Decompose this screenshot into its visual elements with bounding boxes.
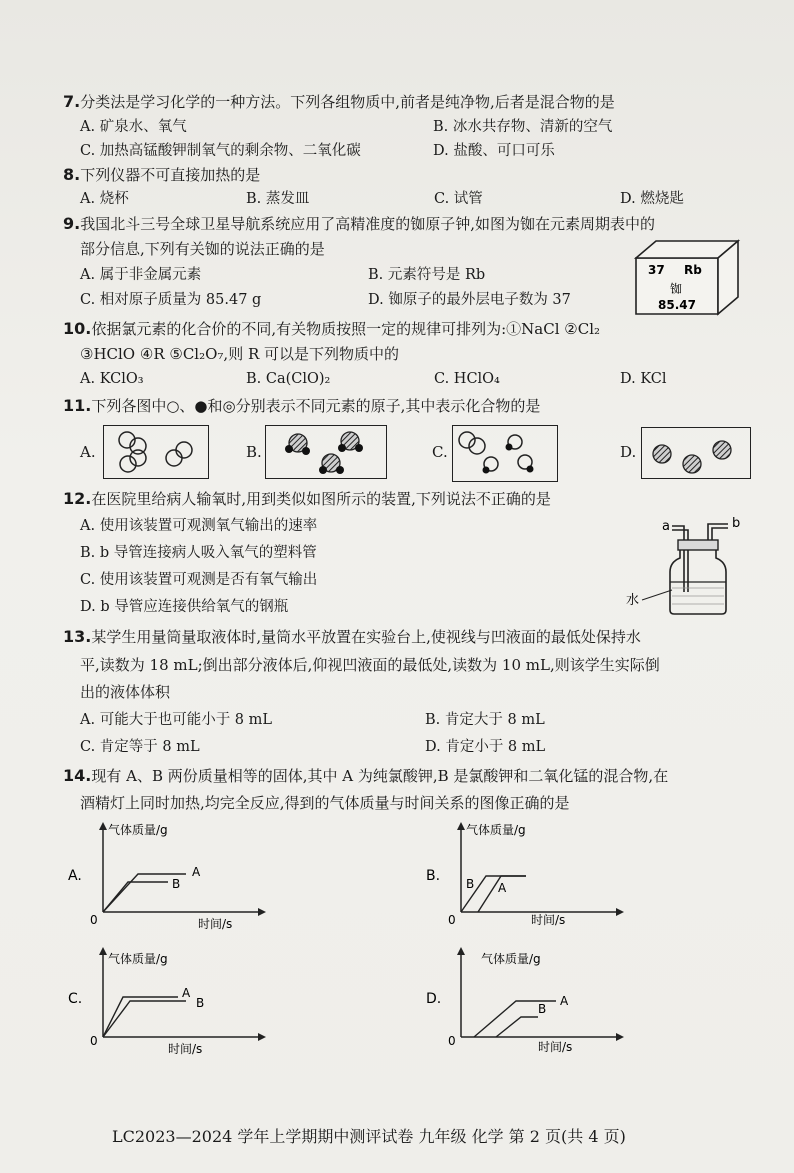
q11-box-d (641, 427, 751, 479)
q13-option-d: D. 肯定小于 8 mL (425, 739, 546, 755)
graph-a-series-b: B (172, 877, 181, 891)
q8-option-b: B. 蒸发皿 (246, 191, 310, 207)
question-9: 9.我国北斗三号全球卫星导航系统应用了高精准度的铷原子钟,如图为铷在元素周期表中的 (63, 214, 655, 233)
q9-option-b: B. 元素符号是 Rb (368, 267, 486, 283)
element-number: 37 (648, 263, 665, 277)
label-water: 水 (626, 593, 640, 608)
q13-option-c: C. 肯定等于 8 mL (80, 739, 200, 755)
question-14-stem-line1: 现有 A、B 两份质量相等的固体,其中 A 为纯氯酸钾,B 是氯酸钾和二氧化锰的混合物,在 (91, 767, 669, 785)
q12-option-a: A. 使用该装置可观测氧气输出的速率 (80, 518, 318, 534)
graph-b-ylabel: 气体质量/g (466, 823, 526, 837)
q11-label-a: A. (80, 443, 96, 461)
graph-c-option-label: C. (68, 991, 83, 1007)
graph-a-option-label: A. (68, 868, 82, 884)
graph-b-origin: 0 (448, 913, 456, 927)
q9-option-d: D. 铷原子的最外层电子数为 37 (368, 292, 571, 308)
question-12-stem: 在医院里给病人输氧时,用到类似如图所示的装置,下列说法不正确的是 (91, 490, 551, 508)
question-10: 10.依据氯元素的化合价的不同,有关物质按照一定的规律可排列为:①NaCl ②Cl₂ (63, 319, 601, 338)
graph-c-series-a: A (182, 986, 191, 1000)
q11-label-b: B. (246, 443, 262, 461)
graph-option-c (68, 945, 268, 1060)
q7-option-d: D. 盐酸、可口可乐 (433, 143, 555, 159)
graph-a-origin: 0 (90, 913, 98, 927)
q11-box-a (103, 425, 209, 479)
graph-option-b (426, 820, 626, 930)
question-7: 7.分类法是学习化学的一种方法。下列各组物质中,前者是纯净物,后者是混合物的是 (63, 92, 615, 111)
graph-d-series-b: B (538, 1002, 547, 1016)
graph-d-xlabel: 时间/s (538, 1040, 573, 1054)
question-14: 14.现有 A、B 两份质量相等的固体,其中 A 为纯氯酸钾,B 是氯酸钾和二氧化锰的混合物,在 (63, 766, 669, 785)
q12-option-b: B. b 导管连接病人吸入氧气的塑料管 (80, 545, 317, 561)
page-footer: LC2023—2024 学年上学期期中测评试卷 九年级 化学 第 2 页(共 4 页) (112, 1127, 626, 1146)
graph-a-xlabel: 时间/s (198, 917, 233, 930)
graph-c-ylabel: 气体质量/g (108, 952, 168, 966)
question-13-stem-line3: 出的液体体积 (80, 683, 171, 701)
question-11: 11.下列各图中○、●和◎分别表示不同元素的原子,其中表示化合物的是 (63, 396, 541, 415)
question-8: 8.下列仪器不可直接加热的是 (63, 165, 261, 184)
q10-option-c: C. HClO₄ (434, 371, 500, 387)
q11-label-d: D. (620, 443, 637, 461)
q12-option-c: C. 使用该装置可观测是否有氧气输出 (80, 572, 318, 588)
element-symbol: Rb (684, 263, 702, 277)
q8-option-c: C. 试管 (434, 191, 483, 207)
graph-c-xlabel: 时间/s (168, 1042, 203, 1056)
q10-option-b: B. Ca(ClO)₂ (246, 371, 331, 387)
graph-option-d (426, 945, 626, 1060)
q11-label-c: C. (432, 443, 448, 461)
gas-washing-bottle (612, 510, 762, 620)
graph-b-option-label: B. (426, 868, 441, 884)
graph-d-origin: 0 (448, 1034, 456, 1048)
q13-option-b: B. 肯定大于 8 mL (425, 712, 545, 728)
question-13-stem-line1: 某学生用量筒量取液体时,量筒水平放置在实验台上,使视线与凹液面的最低处保持水 (91, 628, 641, 646)
question-10-stem-line1: 依据氯元素的化合价的不同,有关物质按照一定的规律可排列为:①NaCl ②Cl₂ (91, 320, 601, 338)
q9-option-a: A. 属于非金属元素 (80, 267, 202, 283)
q9-option-c: C. 相对原子质量为 85.47 g (80, 292, 262, 308)
molecules-a (104, 426, 208, 478)
q13-option-a: A. 可能大于也可能小于 8 mL (80, 712, 273, 728)
graph-c-series-b: B (196, 996, 205, 1010)
graph-a-series-a: A (192, 865, 201, 879)
graph-d-ylabel: 气体质量/g (481, 952, 541, 966)
question-13: 13.某学生用量筒量取液体时,量筒水平放置在实验台上,使视线与凹液面的最低处保持水 (63, 627, 641, 646)
graph-b-xlabel: 时间/s (531, 913, 566, 927)
graph-option-a (68, 820, 268, 930)
element-name: 铷 (670, 282, 683, 296)
q8-option-d: D. 燃烧匙 (620, 191, 684, 207)
q7-option-a: A. 矿泉水、氧气 (80, 119, 187, 135)
q10-option-a: A. KClO₃ (80, 371, 144, 387)
question-10-stem-line2: ③HClO ④R ⑤Cl₂O₇,则 R 可以是下列物质中的 (80, 345, 400, 363)
question-14-stem-line2: 酒精灯上同时加热,均完全反应,得到的气体质量与时间关系的图像正确的是 (80, 794, 570, 812)
q10-option-d: D. KCl (620, 371, 667, 387)
graph-d-option-label: D. (426, 991, 442, 1007)
q11-box-b (265, 425, 387, 479)
q8-option-a: A. 烧杯 (80, 191, 129, 207)
question-11-stem: 下列各图中○、●和◎分别表示不同元素的原子,其中表示化合物的是 (91, 397, 541, 415)
q11-box-c (452, 425, 558, 482)
question-12: 12.在医院里给病人输氧时,用到类似如图所示的装置,下列说法不正确的是 (63, 489, 551, 508)
question-9-stem-line2: 部分信息,下列有关铷的说法正确的是 (80, 240, 325, 258)
q12-option-d: D. b 导管应连接供给氧气的钢瓶 (80, 599, 289, 615)
graph-c-origin: 0 (90, 1034, 98, 1048)
q7-option-c: C. 加热高锰酸钾制氧气的剩余物、二氧化碳 (80, 143, 361, 159)
q7-option-b: B. 冰水共存物、清新的空气 (433, 119, 613, 135)
molecules-d (642, 428, 750, 478)
graph-b-series-b: B (466, 877, 475, 891)
label-b: b (732, 516, 741, 531)
question-7-stem: 分类法是学习化学的一种方法。下列各组物质中,前者是纯净物,后者是混合物的是 (80, 93, 615, 111)
question-13-stem-line2: 平,读数为 18 mL;倒出部分液体后,仰视凹液面的最低处,读数为 10 mL,则该学生实际倒 (80, 656, 660, 674)
question-9-stem-line1: 我国北斗三号全球卫星导航系统应用了高精准度的铷原子钟,如图为铷在元素周期表中的 (80, 215, 655, 233)
molecules-b (266, 426, 386, 478)
graph-a-ylabel: 气体质量/g (108, 823, 168, 837)
graph-d-series-a: A (560, 994, 569, 1008)
question-8-stem: 下列仪器不可直接加热的是 (80, 166, 261, 184)
rubidium-element-cell (634, 238, 744, 316)
element-mass: 85.47 (658, 298, 696, 312)
graph-b-series-a: A (498, 881, 507, 895)
label-a: a (662, 519, 670, 534)
molecules-c (453, 426, 557, 481)
